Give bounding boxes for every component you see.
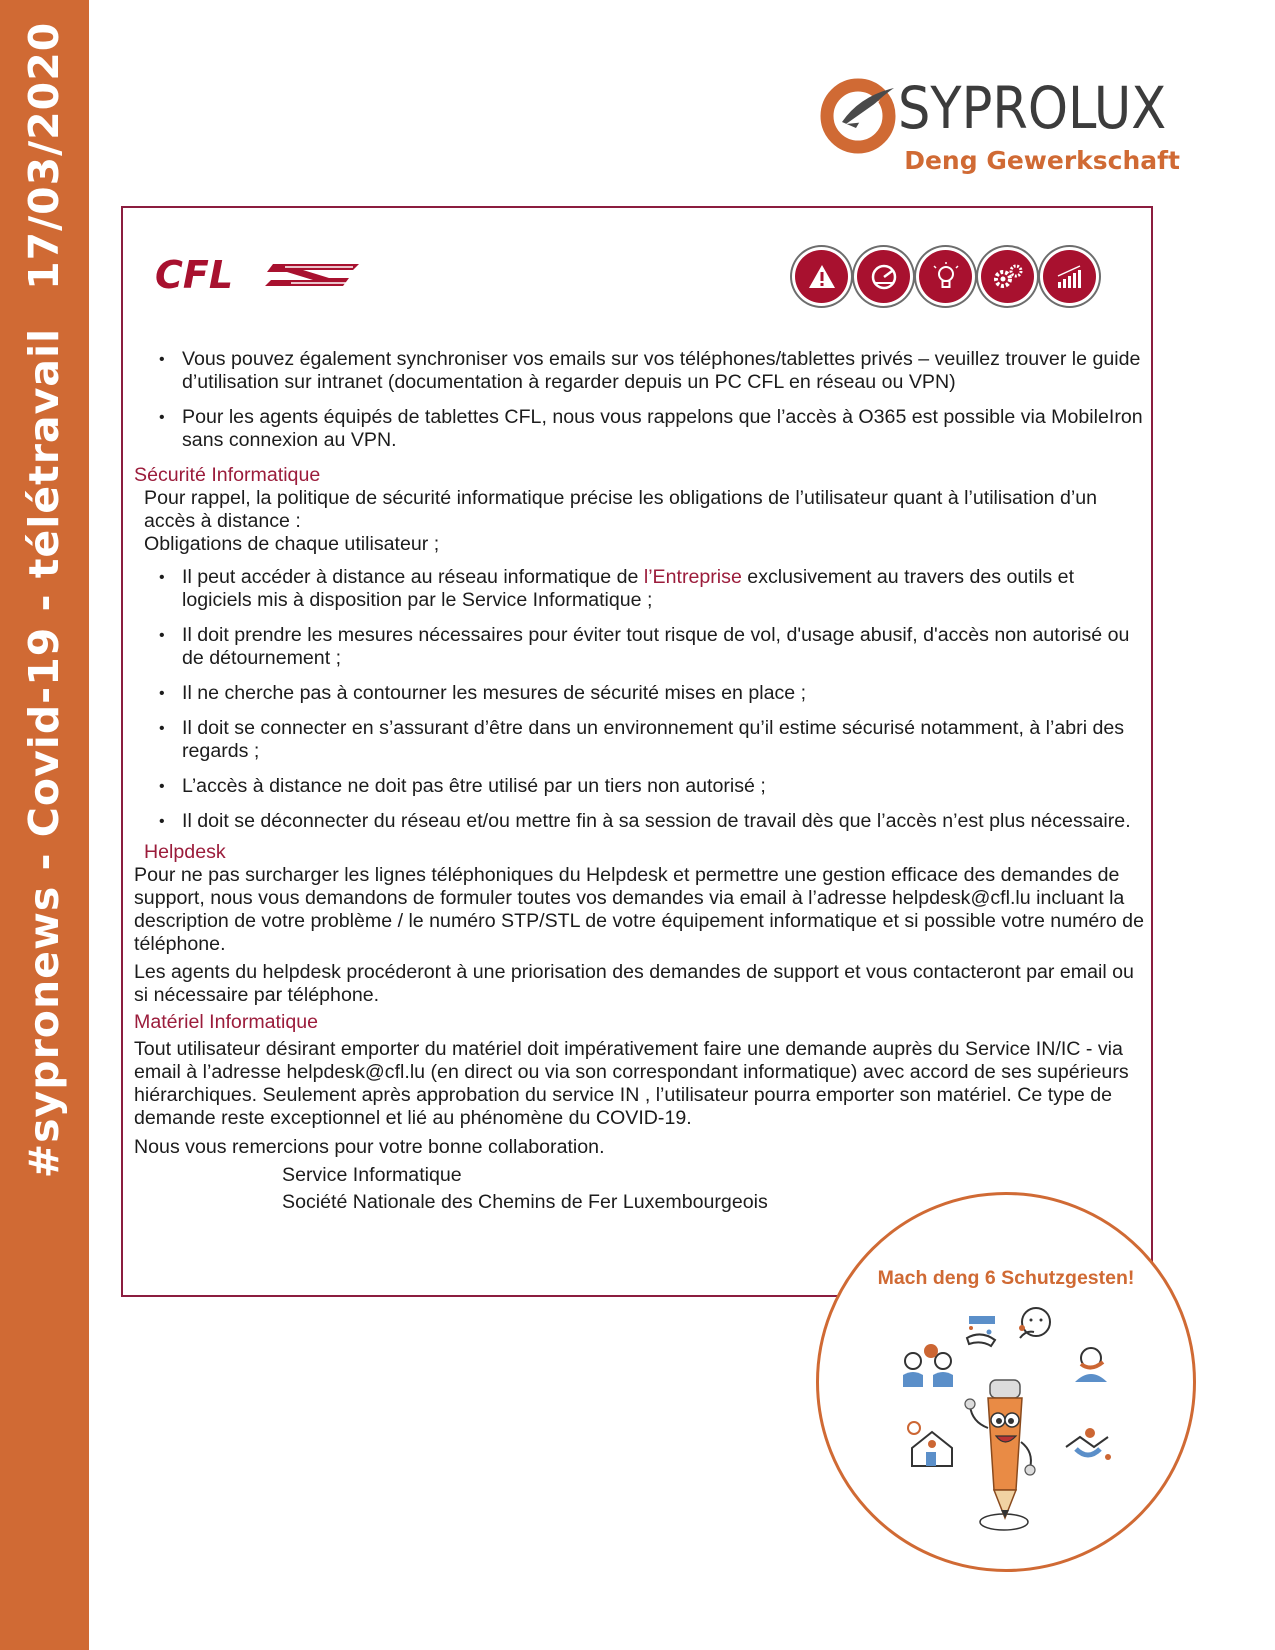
list-item: • Il doit prendre les mesures nécessaires pour éviter tout risque de vol, d'usage abusif, d'accès non autorisé ou de détournement ; xyxy=(159,624,1130,669)
brand-name: SYPROLUX xyxy=(898,74,1167,142)
no-handshake-icon xyxy=(1066,1428,1111,1460)
syprolux-emblem-icon xyxy=(820,78,900,158)
brand-tagline: Deng Gewerkschaft xyxy=(904,146,1180,175)
lightbulb-icon xyxy=(919,250,972,303)
growth-chart-icon xyxy=(1043,250,1096,303)
thanks-line: Nous vous remercions pour votre bonne collaboration. xyxy=(134,1136,605,1158)
pencil-mascot-icon xyxy=(965,1380,1035,1530)
list-item: • Il peut accéder à distance au réseau informatique de l’Entreprise exclusivement au travers des outils et logiciels mis à disposition par le Service Informatique ; xyxy=(159,566,1075,611)
signature-service: Service Informatique xyxy=(282,1164,462,1186)
security-bullet-3: Il ne cherche pas à contourner les mesures de sécurité mises en place ; xyxy=(182,682,807,704)
helpdesk-heading: Helpdesk xyxy=(144,841,226,863)
materiel-heading: Matériel Informatique xyxy=(134,1011,319,1033)
warning-icon xyxy=(795,250,848,303)
materiel-paragraph: Tout utilisateur désirant emporter du matériel doit impérativement faire une demande auprès du Service IN/IC - via email à l’adresse helpdesk@cfl.lu (en direct ou via son correspondant informatique) avec accord de ses supérieurs hiérarchiques. Seulement après approbation du service IN , l’utilisateur pourra emporter son matériel. Ce type de demande reste exceptionnel et lié au phénomène du COVID-19. xyxy=(134,1038,1129,1129)
list-item: • Il ne cherche pas à contourner les mesures de sécurité mises en place ; xyxy=(159,682,807,704)
security-bullet-5: L’accès à distance ne doit pas être utilisé par un tiers non autorisé ; xyxy=(182,775,766,797)
handwashing-icon xyxy=(967,1316,995,1346)
obligations-title: Obligations de chaque utilisateur ; xyxy=(144,533,440,555)
cfl-logo xyxy=(153,258,363,294)
syprolux-logo xyxy=(820,74,1180,178)
side-banner-date: 17/03/2020 xyxy=(20,21,68,290)
badge-illustration xyxy=(816,1192,1196,1572)
entreprise-link[interactable]: l’Entreprise xyxy=(643,566,742,588)
distance-icon xyxy=(903,1344,953,1387)
stay-home-icon xyxy=(908,1422,952,1466)
security-intro: Pour rappel, la politique de sécurité informatique précise les obligations de l’utilisateur quant à l’utilisation d’un accès à distance : xyxy=(144,487,1098,532)
schutzgesten-badge xyxy=(816,1192,1196,1572)
list-item: • Pour les agents équipés de tablettes CFL, nous vous rappelons que l’accès à O365 est possible via MobileIron sans connexion au VPN. xyxy=(159,406,1143,451)
signature-company: Société Nationale des Chemins de Fer Luxembourgeois xyxy=(282,1191,768,1213)
helpdesk-paragraph-1: Pour ne pas surcharger les lignes téléphoniques du Helpdesk et permettre une gestion efficace des demandes de support, nous vous demandons de formuler toutes vos demandes via email à l’adresse helpdesk@cfl.lu incluant la description de votre problème / le numéro STP/STL de votre équipement informatique et si possible votre numéro de téléphone. xyxy=(134,864,1144,955)
side-banner-text xyxy=(20,22,68,1179)
intro-bullet-2: Pour les agents équipés de tablettes CFL, nous vous rappelons que l’accès à O365 est possible via MobileIron sans connexion au VPN. xyxy=(182,406,1143,451)
security-bullet-4: Il doit se connecter en s’assurant d’être dans un environnement qu’il estime sécurisé notamment, à l’abri des regards ; xyxy=(182,717,1125,762)
list-item: • Vous pouvez également synchroniser vos emails sur vos téléphones/tablettes privés – veuillez trouver le guide d’utilisation sur intranet (documentation à regarder depuis un PC CFL en réseau ou VPN) xyxy=(159,348,1141,393)
security-bullet-2: Il doit prendre les mesures nécessaires pour éviter tout risque de vol, d'usage abusif, d'accès non autorisé ou de détournement ; xyxy=(182,624,1130,669)
document-body xyxy=(134,348,1144,1214)
security-bullet-6: Il doit se déconnecter du réseau et/ou mettre fin à sa session de travail dès que l’accès n’est plus nécessaire. xyxy=(182,810,1131,832)
security-heading: Sécurité Informatique xyxy=(134,464,321,486)
helpdesk-paragraph-2: Les agents du helpdesk procéderont à une priorisation des demandes de support et vous contacteront par email ou si nécessaire par téléphone. xyxy=(134,961,1134,1006)
face-touch-icon xyxy=(1019,1308,1050,1338)
list-item: • L’accès à distance ne doit pas être utilisé par un tiers non autorisé ; xyxy=(159,775,766,797)
list-item: • Il doit se déconnecter du réseau et/ou mettre fin à sa session de travail dès que l’accès n’est plus nécessaire. xyxy=(159,810,1131,832)
list-item: • Il doit se connecter en s’assurant d’être dans un environnement qu’il estime sécurisé notamment, à l’abri des regards ; xyxy=(159,717,1125,762)
security-bullet-1-pre: Il peut accéder à distance au réseau informatique de xyxy=(182,566,644,588)
security-bullet-1-post: exclusivement au travers des outils et logiciels mis à disposition par le Service Informatique ; xyxy=(182,566,1075,611)
speedometer-icon xyxy=(857,250,910,303)
side-banner-tag: #sypronews - Covid-19 - télétravail xyxy=(20,327,68,1179)
sneeze-elbow-icon xyxy=(1075,1348,1107,1382)
cfl-logo-text: CFL xyxy=(155,258,234,294)
cfl-icon-row xyxy=(795,250,1096,303)
badge-title: Mach deng 6 Schutzgesten! xyxy=(877,1267,1135,1289)
gears-icon xyxy=(981,250,1034,303)
intro-bullet-1: Vous pouvez également synchroniser vos emails sur vos téléphones/tablettes privés – veuillez trouver le guide d’utilisation sur intranet (documentation à regarder depuis un PC CFL en réseau ou VPN) xyxy=(182,348,1141,393)
